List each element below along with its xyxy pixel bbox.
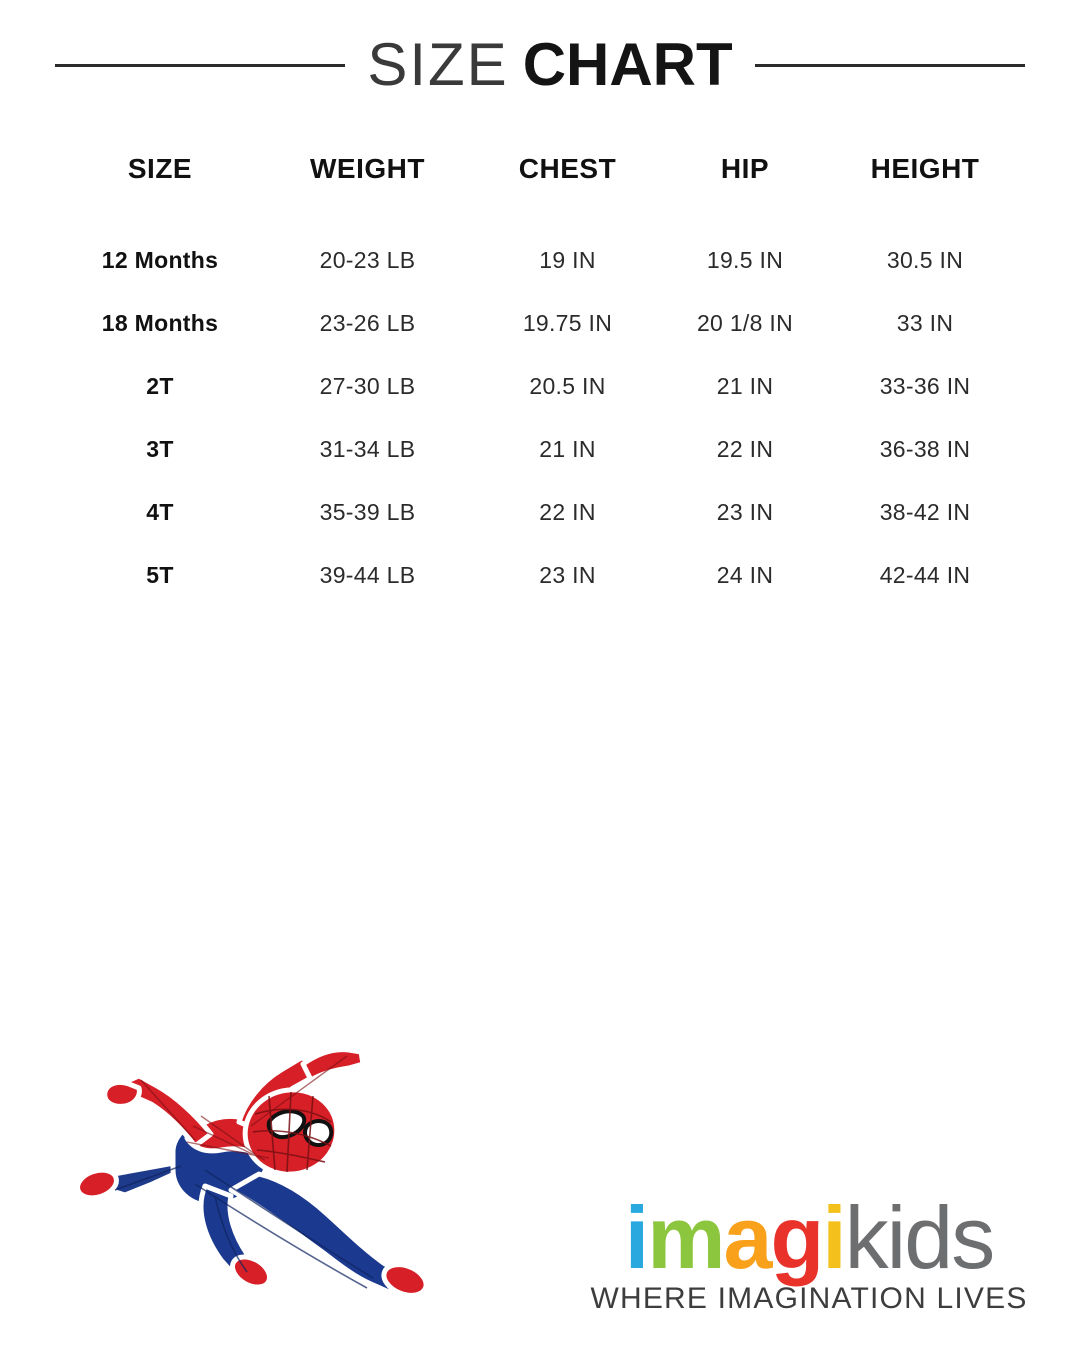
cell-weight: 20-23 LB — [319, 247, 416, 273]
spider-man-illustration — [55, 1010, 455, 1300]
logo-letter-g: g — [770, 1188, 823, 1288]
cell-weight: 35-39 LB — [319, 499, 416, 525]
cell-hip: 19.5 IN — [706, 247, 784, 273]
cell-size: 5T — [146, 562, 174, 588]
cell-chest: 19.75 IN — [522, 310, 613, 336]
logo-letter-m: m — [647, 1188, 724, 1288]
brand-logo — [574, 1188, 1044, 1316]
logo-letter-a: a — [723, 1188, 771, 1288]
logo-tagline: WHERE IMAGINATION LIVES — [590, 1282, 1028, 1315]
cell-weight: 27-30 LB — [319, 373, 416, 399]
column-header-hip: HIP — [720, 153, 770, 184]
table-row — [60, 418, 1020, 481]
logo-letter-d: d — [904, 1188, 952, 1288]
cell-height: 33 IN — [896, 310, 954, 336]
cell-size: 12 Months — [101, 247, 219, 273]
cell-height: 36-38 IN — [879, 436, 971, 462]
table-row — [60, 292, 1020, 355]
size-chart-table — [60, 152, 1020, 607]
title-text — [367, 31, 733, 98]
logo-letter-i3: i — [886, 1188, 905, 1288]
column-header-height: HEIGHT — [870, 153, 980, 184]
cell-height: 33-36 IN — [879, 373, 971, 399]
cell-height: 30.5 IN — [886, 247, 964, 273]
cell-hip: 23 IN — [716, 499, 774, 525]
cell-weight: 31-34 LB — [319, 436, 416, 462]
cell-chest: 23 IN — [539, 562, 596, 588]
title-rule-right — [755, 64, 1025, 67]
logo-letter-i2: i — [822, 1188, 845, 1288]
cell-hip: 20 1/8 IN — [696, 310, 794, 336]
title-rule-left — [55, 64, 345, 67]
column-header-size: SIZE — [127, 153, 193, 184]
logo-letter-s: s — [951, 1188, 994, 1288]
table-row — [60, 229, 1020, 292]
cell-size: 18 Months — [101, 310, 219, 336]
cell-hip: 24 IN — [716, 562, 774, 588]
column-header-chest: CHEST — [518, 153, 617, 184]
cell-weight: 23-26 LB — [319, 310, 416, 336]
cell-hip: 21 IN — [716, 373, 774, 399]
page-title — [0, 30, 1080, 100]
cell-hip: 22 IN — [716, 436, 774, 462]
column-header-weight: WEIGHT — [310, 153, 425, 184]
table-header-row — [60, 152, 1020, 229]
cell-height: 38-42 IN — [879, 499, 971, 525]
cell-chest: 21 IN — [539, 436, 596, 462]
table-row — [60, 544, 1020, 607]
logo-letter-i1: i — [624, 1188, 648, 1288]
cell-chest: 22 IN — [539, 499, 596, 525]
table-row — [60, 355, 1020, 418]
logo-wordmark — [574, 1188, 1044, 1288]
logo-letter-k: k — [844, 1188, 887, 1288]
table-row — [60, 481, 1020, 544]
cell-size: 3T — [146, 436, 174, 462]
cell-chest: 20.5 IN — [529, 373, 606, 399]
cell-weight: 39-44 LB — [319, 562, 416, 588]
cell-size: 2T — [146, 373, 174, 399]
title-word-size: SIZE — [367, 31, 509, 98]
cell-chest: 19 IN — [539, 247, 596, 273]
cell-size: 4T — [146, 499, 174, 525]
title-word-chart: CHART — [522, 31, 733, 98]
cell-height: 42-44 IN — [879, 562, 971, 588]
